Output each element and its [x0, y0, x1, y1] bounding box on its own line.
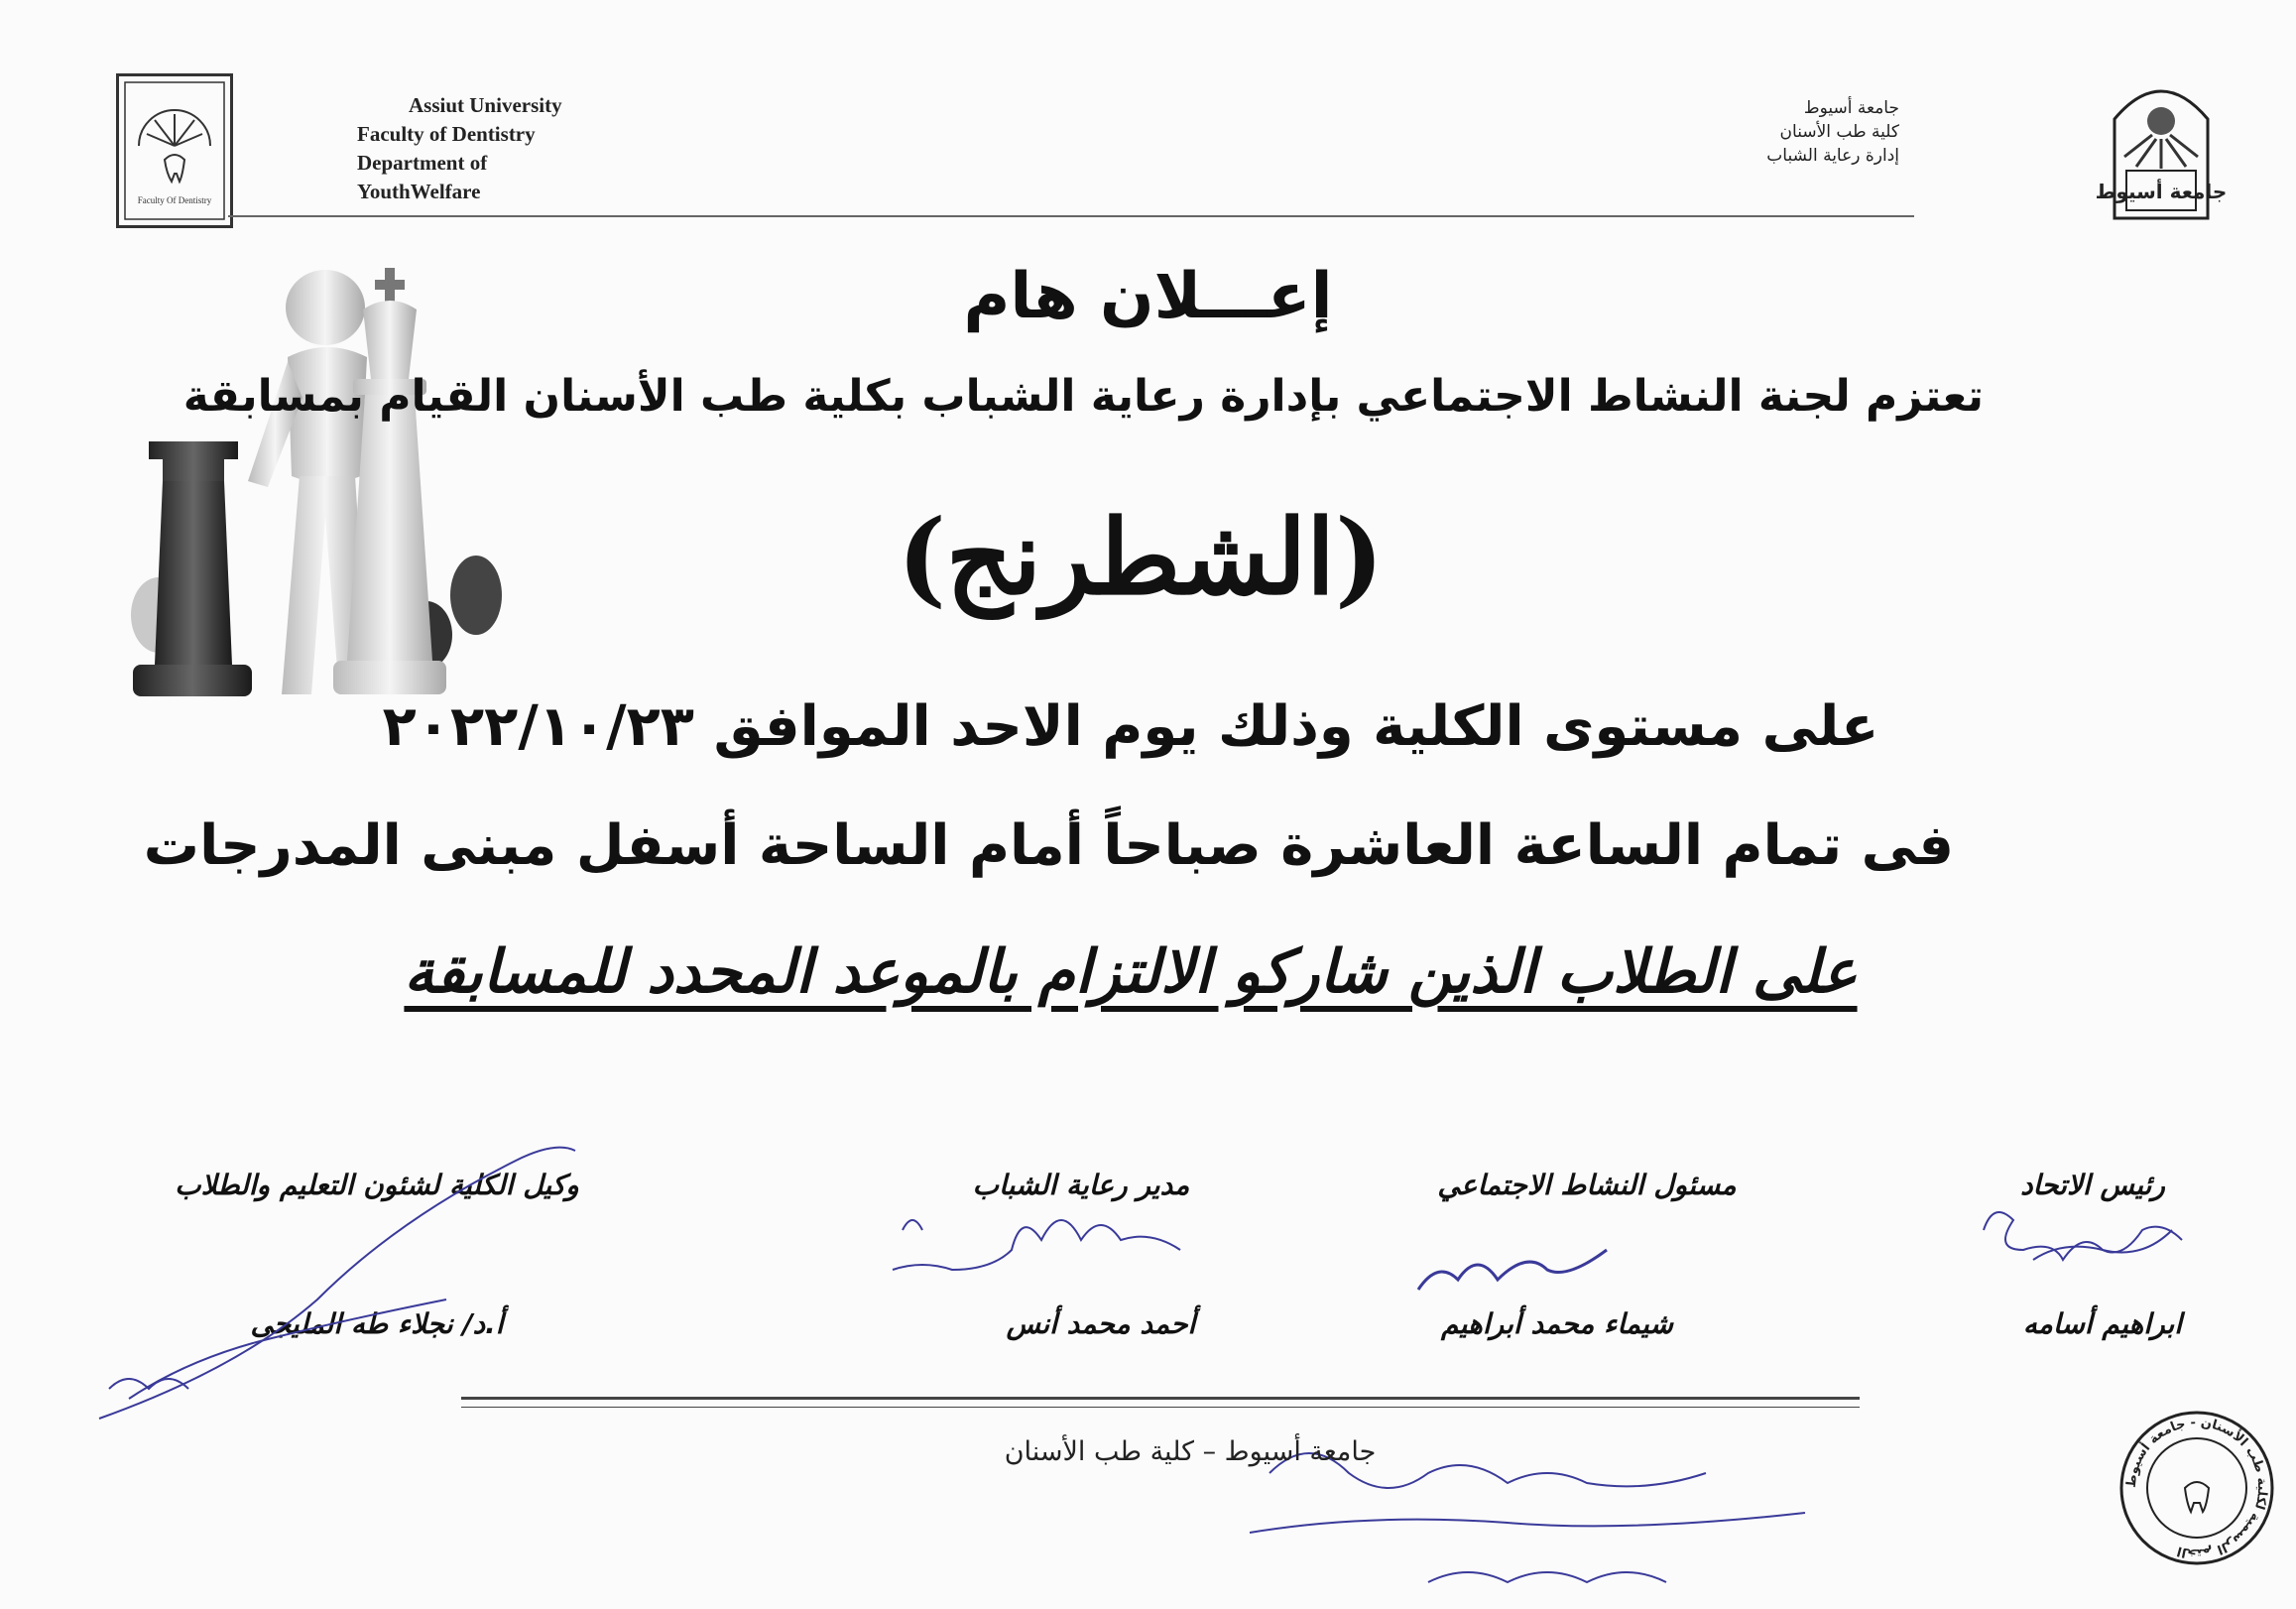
- signature-title: وكيل الكلية لشئون التعليم والطلاب: [175, 1169, 579, 1201]
- footer-divider: [461, 1397, 1860, 1400]
- header-en-line: Assiut University: [409, 93, 562, 117]
- footer-text: جامعة أسيوط – كلية طب الأسنان: [1004, 1436, 1377, 1467]
- logo-left-text: Faculty Of Dentistry: [137, 195, 212, 205]
- footer-divider-thin: [461, 1407, 1860, 1408]
- warning-line: على الطلاب الذين شاركو الالتزام بالموعد المحدد للمسابقة: [404, 937, 1858, 1007]
- announcement-intro: تعتزم لجنة النشاط الاجتماعي بإدارة رعاية الشباب بكلية طب الأسنان القيام بمسابقة: [182, 371, 1984, 422]
- signature-name: ابراهيم أسامه: [2022, 1307, 2183, 1340]
- header-ar-line: كلية طب الأسنان: [1779, 122, 1899, 142]
- signature-name: شيماء محمد أبراهيم: [1441, 1307, 1673, 1340]
- header-en-line: YouthWelfare: [357, 180, 481, 203]
- time-line: فى تمام الساعة العاشرة صباحاً أمام الساحة أسفل مبنى المدرجات: [143, 813, 1954, 878]
- youth-director-signature-mark: [883, 1190, 1240, 1300]
- signature-title: رئيس الاتحاد: [2020, 1169, 2165, 1201]
- chess-pieces-illustration: [129, 268, 565, 714]
- social-activity-signature-mark: [1408, 1230, 1627, 1309]
- svg-text:الختم الرسمية لكلية طب الأسنان: [2124, 1416, 2269, 1560]
- signature-title: مسئول النشاط الاجتماعي: [1437, 1169, 1737, 1201]
- signature-name: أ.د/ نجلاء طه المليجى: [250, 1307, 504, 1340]
- date-line: على مستوى الكلية وذلك يوم الاحد الموافق ٢٠٢٢/١٠/٢٣: [382, 694, 1879, 759]
- president-signature-mark: [1974, 1190, 2212, 1290]
- competition-name: (الشطرنج): [897, 496, 1385, 618]
- logo-right-text: جامعة أسيوط: [2095, 180, 2228, 203]
- arabic-header: [1671, 96, 1899, 168]
- header-en-line: Department of: [357, 151, 488, 175]
- announcement-title: إعـــلان هام: [963, 260, 1333, 333]
- faculty-logo: [116, 73, 233, 228]
- signature-title: مدير رعاية الشباب: [972, 1169, 1190, 1201]
- official-seal: [2117, 1409, 2276, 1567]
- seal-text: الختم الرسمية لكلية طب الأسنان - جامعة أسيوط: [2123, 1415, 2270, 1561]
- header-ar-line: إدارة رعاية الشباب: [1766, 146, 1899, 166]
- english-header: [357, 91, 562, 206]
- university-logo: [2095, 69, 2228, 223]
- header-ar-line: جامعة أسيوط: [1803, 98, 1899, 118]
- signature-name: أحمد محمد أنس: [1006, 1307, 1196, 1340]
- vice-dean-signature-mark: [50, 1131, 605, 1428]
- header-divider: [228, 215, 1914, 217]
- header-en-line: Faculty of Dentistry: [357, 122, 536, 146]
